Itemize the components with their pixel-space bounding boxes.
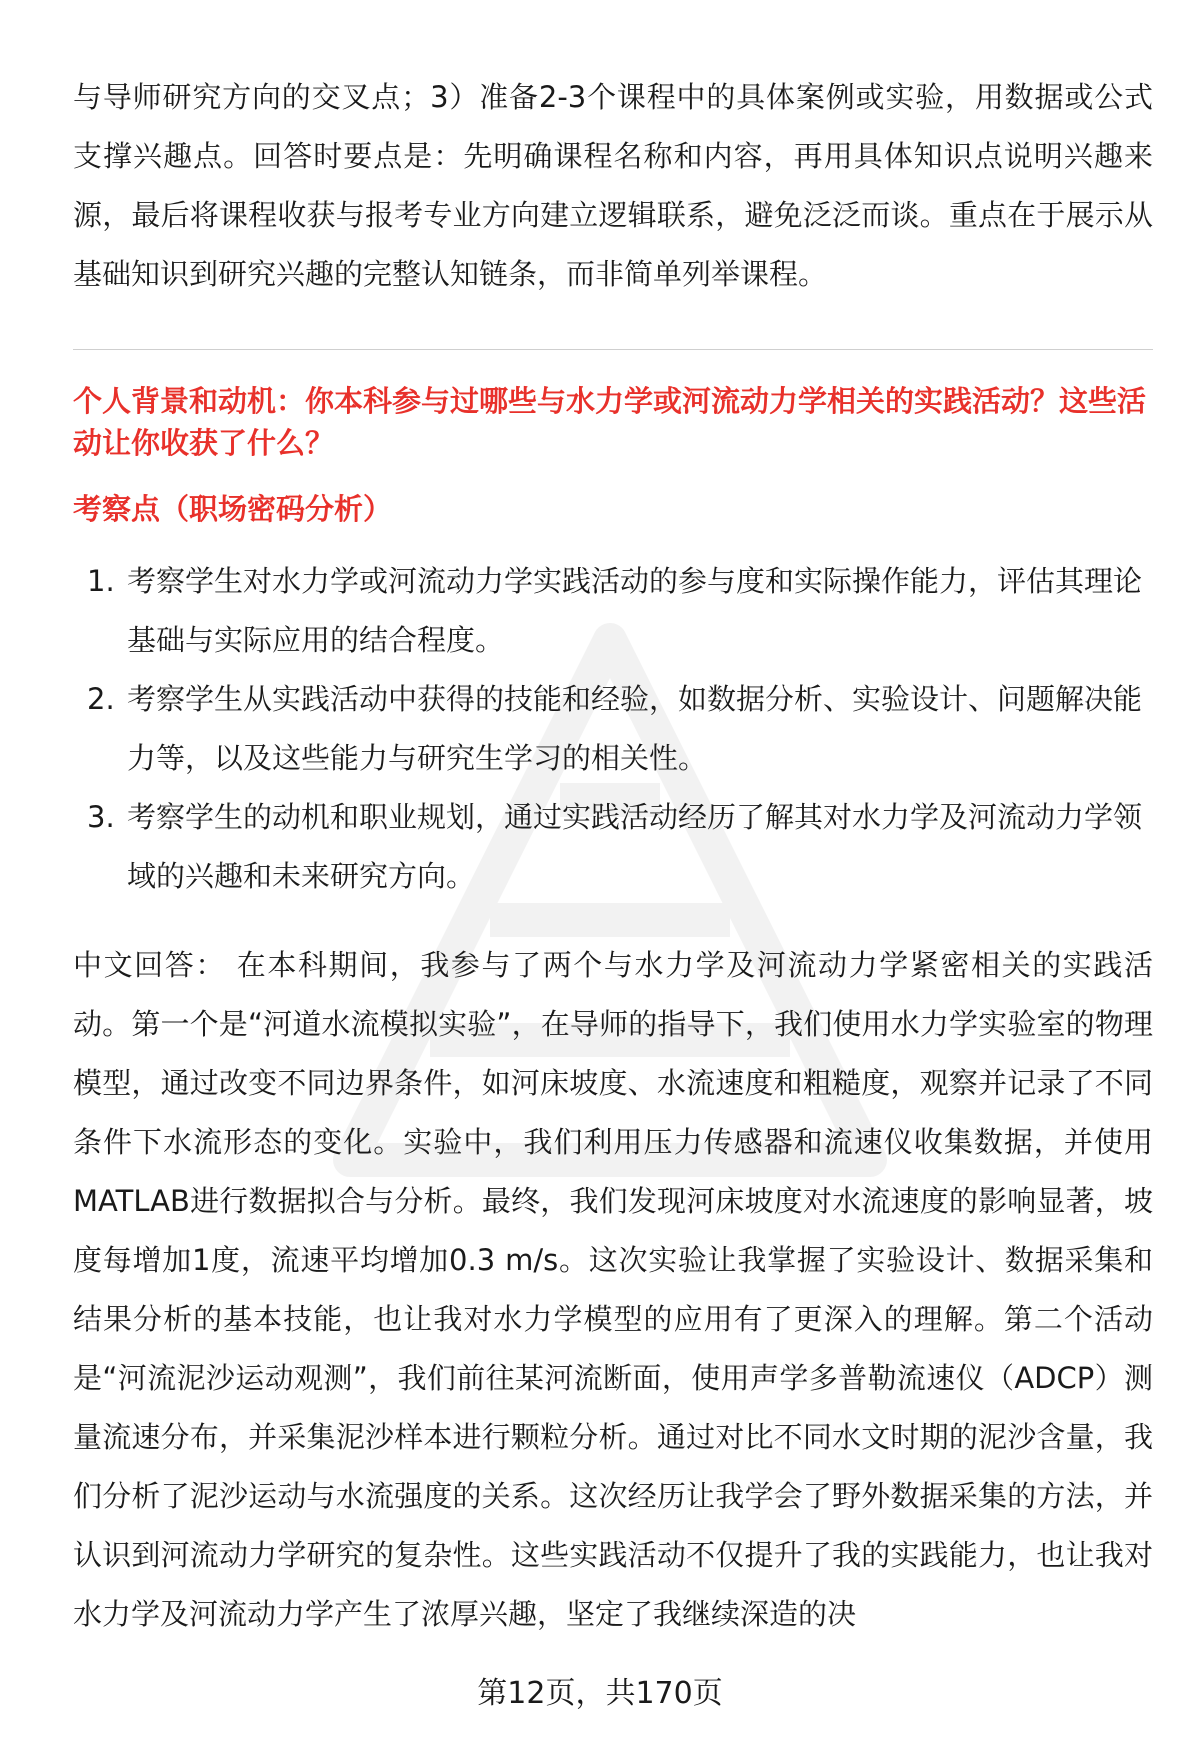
answer-paragraph: 中文回答： 在本科期间，我参与了两个与水力学及河流动力学紧密相关的实践活动。第一个是“河道水流模拟实验”，在导师的指导下，我们使用水力学实验室的物理模型，通过改变不同边界条件，如河床坡度、水流速度和粗糙度，观察并记录了不同条件下水流形态的变化。实验中，我们利用压力传感器和流速仪收集数据，并使用MATLAB进行数据拟合与分析。最终，我们发现河床坡度对水流速度的影响显著，坡度每增加1度，流速平均增加0.3 m/s。这次实验让我掌握了实验设计、数据采集和结果分析的基本技能，也让我对水力学模型的应用有了更深入的理解。第二个活动是“河流泥沙运动观测”，我们前往某河流断面，使用声学多普勒流速仪（ADCP）测量流速分布，并采集泥沙样本进行颗粒分析。通过对比不同水文时期的泥沙含量，我们分析了泥沙运动与水流强度的关系。这次经历让我学会了野外数据采集的方法，并认识到河流动力学研究的复杂性。这些实践活动不仅提升了我的实践能力，也让我对水力学及河流动力学产生了浓厚兴趣，坚定了我继续深造的决 [73, 948, 1153, 1631]
question-heading: 个人背景和动机：你本科参与过哪些与水力学或河流动力学相关的实践活动？这些活动让你收获了什么？ [73, 384, 1147, 460]
list-item-number: 1. [87, 564, 115, 598]
list-item [73, 552, 1153, 670]
analysis-section-title: 考察点（职场密码分析） [73, 492, 393, 526]
intro-paragraph: 与导师研究方向的交叉点；3）准备2-3个课程中的具体案例或实验，用数据或公式支撑兴趣点。回答时要点是：先明确课程名称和内容，再用具体知识点说明兴趣来源，最后将课程收获与报考专业方向建立逻辑联系，避免泛泛而谈。重点在于展示从基础知识到研究兴趣的完整认知链条，而非简单列举课程。 [73, 80, 1153, 291]
list-item [73, 788, 1153, 906]
list-item-number: 2. [87, 682, 115, 716]
page-number-footer: 第12页，共170页 [477, 1676, 723, 1711]
page-content [73, 68, 1153, 1644]
assessment-points-list [73, 552, 1153, 906]
section-divider [73, 349, 1153, 350]
list-item-text: 考察学生的动机和职业规划，通过实践活动经历了解其对水力学及河流动力学领域的兴趣和未来研究方向。 [127, 800, 1143, 893]
list-item-text: 考察学生从实践活动中获得的技能和经验，如数据分析、实验设计、问题解决能力等，以及这些能力与研究生学习的相关性。 [127, 682, 1143, 775]
list-item [73, 670, 1153, 788]
list-item-text: 考察学生对水力学或河流动力学实践活动的参与度和实际操作能力，评估其理论基础与实际应用的结合程度。 [127, 564, 1143, 657]
list-item-number: 3. [87, 800, 115, 834]
